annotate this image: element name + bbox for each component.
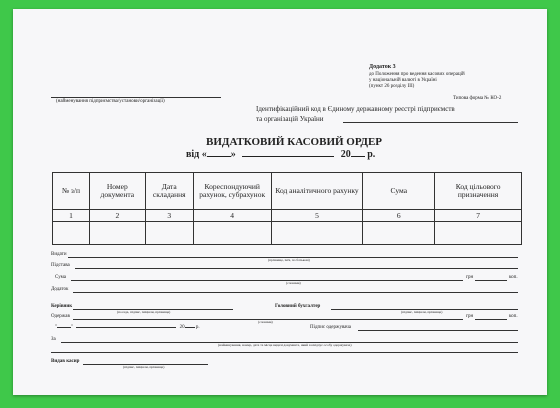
recipient-signature-label: Підпис одержувача	[310, 325, 351, 330]
column-number: 4	[193, 210, 271, 222]
column-number: 2	[89, 210, 145, 222]
table-cell[interactable]	[363, 222, 435, 245]
sum-field[interactable]	[71, 280, 463, 281]
header-number: № з/п	[53, 173, 90, 210]
date-prefix: від «	[186, 149, 207, 160]
header-sum: Сума	[363, 173, 435, 210]
receipt-date	[55, 325, 200, 330]
org-name-line	[51, 97, 221, 98]
column-number: 7	[435, 210, 522, 222]
column-number: 5	[271, 210, 363, 222]
sum-label: Сума	[55, 275, 66, 280]
issue-label: Видати	[51, 252, 67, 257]
received-kop-field[interactable]	[475, 319, 507, 320]
issue-caption: (прізвище, ім'я, по батькові)	[268, 258, 310, 262]
sum-caption: (словами)	[286, 281, 301, 285]
column-number: 1	[53, 210, 90, 222]
by-label: За	[51, 337, 56, 342]
header-doc-number: Номер документа	[89, 173, 145, 210]
form-number: Типова форма № КО-2	[453, 96, 502, 101]
recipient-signature-field[interactable]	[358, 330, 518, 331]
sum-uah-label: грн	[466, 275, 474, 280]
date-line	[186, 149, 375, 160]
by-caption: (найменування, номер, дата та місце видачі документа, який засвідчує особу одержувача)	[218, 343, 352, 347]
column-number: 3	[145, 210, 193, 222]
table-header-row	[53, 173, 522, 210]
table-cell[interactable]	[193, 222, 271, 245]
date-suffix: р.	[367, 149, 376, 160]
table-cell[interactable]	[435, 222, 522, 245]
header-corr-account: Кореспондуючий рахунок, субрахунок	[193, 173, 271, 210]
attachment-label: Додаток	[51, 287, 69, 292]
basis-field[interactable]	[75, 268, 518, 269]
page-title: ВИДАТКОВИЙ КАСОВИЙ ОРДЕР	[206, 136, 383, 148]
column-number: 6	[363, 210, 435, 222]
receipt-date-close: "	[71, 325, 74, 330]
table-number-row	[53, 210, 522, 222]
receipt-year-suffix: р.	[195, 325, 200, 330]
attachment-field[interactable]	[73, 292, 518, 293]
appendix-line-2: у національній валюті в Україні	[369, 78, 437, 83]
header-date: Дата складання	[145, 173, 193, 210]
cashier-label: Видав касир	[51, 359, 80, 364]
head-caption: (посада, підпис, ініціали, прізвище)	[117, 310, 171, 314]
id-code-line	[343, 122, 518, 123]
id-code-label-2: та організацій України	[256, 115, 324, 123]
chief-accountant-caption: (підпис, ініціали, прізвище)	[401, 310, 443, 314]
head-label: Керівник	[51, 304, 73, 309]
cash-order-form	[13, 9, 547, 395]
table-cell[interactable]	[53, 222, 90, 245]
date-year: 20	[340, 149, 351, 160]
id-code-label-1: Ідентифікаційний код в Єдиному державному реєстрі підприємств	[256, 105, 455, 113]
table-row	[53, 222, 522, 245]
sum-kop-field[interactable]	[475, 280, 507, 281]
org-caption: (найменування підприємства/установи/організації)	[56, 99, 165, 104]
received-uah-label: грн	[466, 314, 474, 319]
table-cell[interactable]	[145, 222, 193, 245]
received-label: Одержав	[51, 314, 70, 319]
date-close: »	[230, 149, 236, 160]
table-cell[interactable]	[89, 222, 145, 245]
appendix-line-1: до Положення про ведення касових операцій	[369, 72, 465, 77]
receipt-date-open: "	[55, 325, 58, 330]
chief-accountant-label: Головний бухгалтер	[275, 304, 321, 309]
received-caption: (словами)	[258, 320, 273, 324]
header-analytic-code: Код аналітичного рахунку	[271, 173, 363, 210]
table-cell[interactable]	[271, 222, 363, 245]
basis-label: Підстава	[51, 263, 70, 268]
header-purpose-code: Код цільового призначення	[435, 173, 522, 210]
cashier-caption: (підпис, ініціали, прізвище)	[123, 365, 165, 369]
receipt-year: 20	[179, 325, 185, 330]
appendix-title: Додаток 3	[369, 64, 396, 70]
by-field-2[interactable]	[51, 352, 518, 353]
appendix-line-3: (пункт 26 розділу III)	[369, 84, 415, 89]
order-table	[52, 172, 522, 245]
sum-kop-label: коп.	[509, 275, 518, 280]
received-kop-label: коп.	[509, 314, 518, 319]
